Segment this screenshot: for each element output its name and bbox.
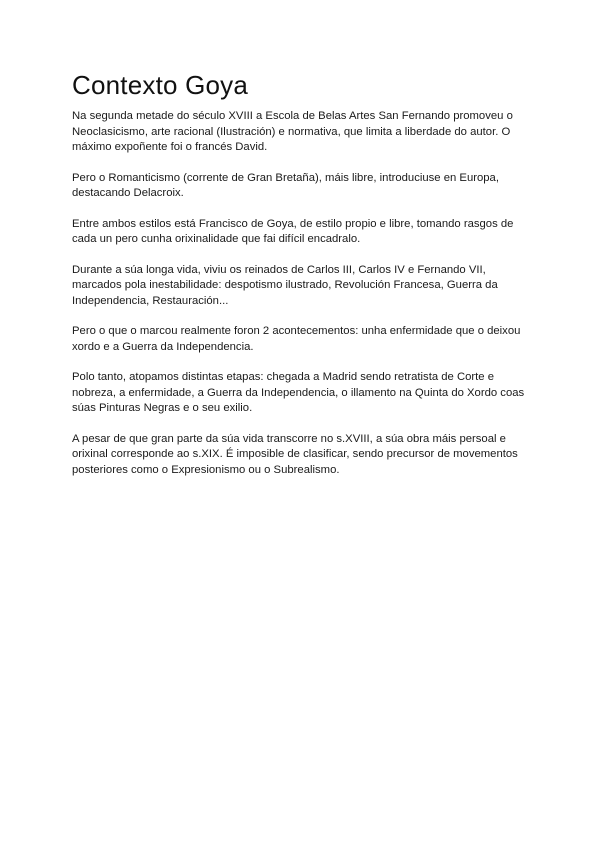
paragraph-reigns: Durante a súa longa vida, viviu os reinados de Carlos III, Carlos IV e Fernando VII, marcados pola inestabilidade: despotismo ilustrado, Revolución Francesa, Guerra da Independencia, Restauración... — [72, 263, 498, 307]
paragraph-stages: Polo tanto, atopamos distintas etapas: chegada a Madrid sendo retratista de Corte e nobreza, a enfermidade, a Guerra da Independencia, o illamento na Quinta do Xordo coas súas Pinturas Negras e o seu exilio. — [72, 371, 525, 415]
paragraph-key-events: Pero o que o marcou realmente foron 2 acontecementos: unha enfermidade que o deixou xordo e a Guerra da Independencia. — [72, 325, 521, 353]
paragraph-romanticism: Pero o Romanticismo (corrente de Gran Bretaña), máis libre, introduciuse en Europa, destacando Delacroix. — [72, 171, 499, 200]
paragraph-goya-style: Entre ambos estilos está Francisco de Goya, de estilo propio e libre, tomando rasgos de cada un pero cunha orixinalidade que fai difícil encadralo. — [72, 217, 514, 246]
document-title: Contexto Goya — [72, 70, 249, 100]
paragraph-legacy: A pesar de que gran parte da súa vida transcorre no s.XVIII, a súa obra máis persoal e orixinal corresponde ao s.XIX. É imposible de clasificar, sendo precursor de movementos posteriores como o Expresionismo ou o Subrealismo. — [72, 432, 518, 476]
paragraph-neoclassicism: Na segunda metade do século XVIII a Escola de Belas Artes San Fernando promoveu o Neoclasicismo, arte racional (Ilustración) e normativa, que limita a liberdade do autor. O máximo expoñente foi o francés David. — [72, 110, 513, 154]
document-page — [72, 70, 534, 493]
